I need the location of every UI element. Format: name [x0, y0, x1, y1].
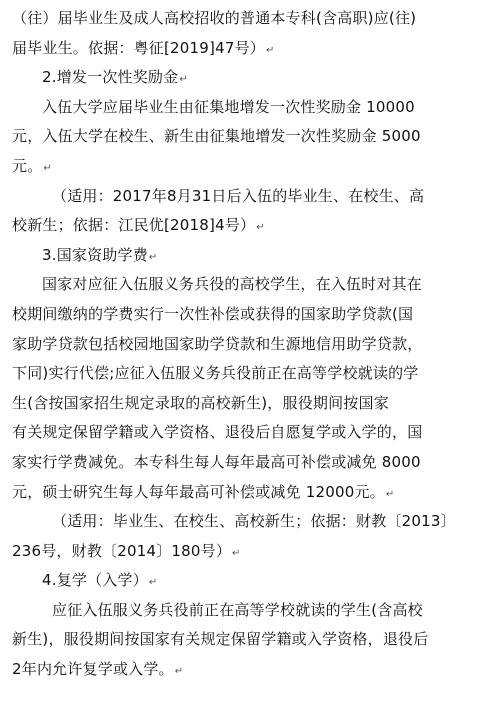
line-08 — [12, 211, 481, 241]
line-18 — [12, 507, 481, 537]
paragraph-mark-icon: ↵ — [179, 74, 188, 86]
line-15 — [12, 418, 481, 448]
line-03-text: 2.增发一次性奖励金 — [42, 68, 179, 87]
paragraph-mark-icon: ↵ — [232, 547, 241, 559]
line-22-text: 新生)，服役期间按国家有关规定保留学籍或入学资格，退役后 — [12, 630, 429, 649]
line-02 — [12, 34, 481, 64]
line-07-text: （适用：2017年8月31日后入伍的毕业生、在校生、高 — [52, 186, 425, 205]
line-09-text: 3.国家资助学费 — [42, 245, 148, 264]
line-02-text: 届毕业生。依据：粤征[2019]47号） — [12, 38, 265, 57]
line-19-text: 236号，财教〔2014〕180号） — [12, 541, 232, 560]
line-05-text: 元，入伍大学在校生、新生由征集地增发一次性奖励金 5000 — [12, 127, 421, 146]
line-14-text: 生(含按国家招生规定录取的高校新生)，服役期间按国家 — [12, 393, 389, 412]
line-11 — [12, 300, 481, 330]
line-13-text: 下同)实行代偿;应征入伍服义务兵役前正在高等学校就读的学 — [12, 364, 419, 383]
line-10-text: 国家对应征入伍服义务兵役的高校学生，在入伍时对其在 — [42, 275, 423, 294]
section-heading-resume-study — [12, 566, 481, 596]
section-heading-bonus — [12, 63, 481, 93]
paragraph-mark-icon: ↵ — [174, 666, 184, 678]
line-06-text: 元。 — [12, 156, 43, 175]
line-23 — [12, 655, 481, 685]
paragraph-mark-icon: ↵ — [256, 222, 265, 234]
line-11-text: 校期间缴纳的学费实行一次性补偿或获得的国家助学贷款(国 — [12, 304, 414, 323]
line-01 — [12, 4, 481, 34]
line-01-text: （往）届毕业生及成人高校招收的普通本专科(含高职)应(往) — [12, 9, 417, 27]
line-12-text: 家助学贷款包括校园地国家助学贷款和生源地信用助学贷款， — [12, 334, 423, 353]
line-05 — [12, 122, 481, 152]
line-18-text: （适用：毕业生、在校生、高校新生；依据：财教〔2013〕 — [52, 512, 456, 531]
paragraph-mark-icon: ↵ — [148, 251, 158, 263]
line-06 — [12, 152, 481, 182]
line-08-text: 校新生；依据：江民优[2018]4号） — [12, 216, 256, 235]
line-10 — [12, 270, 481, 300]
line-04 — [12, 93, 481, 123]
line-13 — [12, 359, 481, 389]
paragraph-mark-icon: ↵ — [265, 44, 275, 56]
line-07 — [12, 182, 481, 212]
line-20-text: 4.复学（入学） — [42, 571, 148, 590]
line-17-text: 元，硕士研究生每人每年最高可补偿或减免 12000元。 — [12, 482, 385, 501]
line-16 — [12, 448, 481, 478]
line-17 — [12, 478, 481, 508]
line-19 — [12, 537, 481, 567]
line-23-text: 2年内允许复学或入学。 — [12, 660, 174, 679]
line-16-text: 家实行学费减免。本专科生每人每年最高可补偿或减免 8000 — [12, 452, 421, 471]
line-21-text: 应征入伍服义务兵役前正在高等学校就读的学生(含高校 — [52, 600, 423, 619]
line-22 — [12, 625, 481, 655]
paragraph-mark-icon: ↵ — [148, 577, 158, 589]
line-21 — [12, 596, 481, 626]
paragraph-mark-icon: ↵ — [385, 488, 395, 500]
line-15-text: 有关规定保留学籍或入学资格、退役后自愿复学或入学的，国 — [12, 423, 423, 442]
section-heading-tuition — [12, 241, 481, 271]
line-12 — [12, 330, 481, 360]
line-04-text: 入伍大学应届毕业生由征集地增发一次性奖励金 10000 — [42, 97, 415, 116]
paragraph-mark-icon: ↵ — [43, 162, 52, 174]
line-14 — [12, 389, 481, 419]
